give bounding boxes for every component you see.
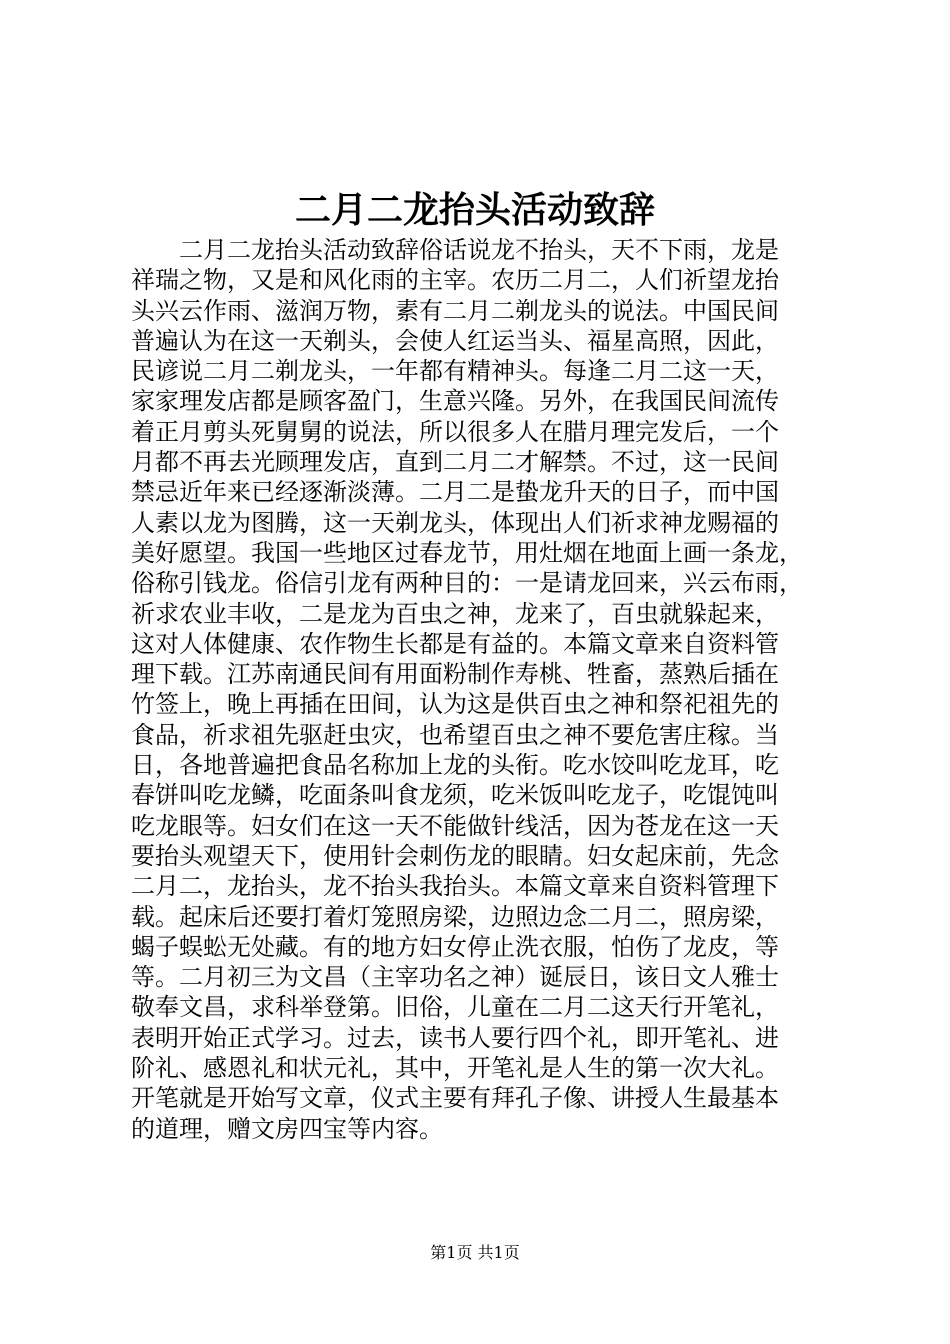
body-line: 要抬头观望天下，使用针会刺伤龙的眼睛。妇女起床前，先念: [131, 841, 779, 870]
body-line: 祈求农业丰收，二是龙为百虫之神，龙来了，百虫就躲起来，: [131, 599, 779, 628]
document-body: [131, 235, 836, 1144]
body-line: 等。二月初三为文昌（主宰功名之神）诞辰日，该日文人雅士: [131, 963, 779, 992]
body-line: 美好愿望。我国一些地区过春龙节，用灶烟在地面上画一条龙，: [131, 538, 803, 567]
body-line: 的道理，赠文房四宝等内容。: [131, 1114, 443, 1143]
body-line: 禁忌近年来已经逐渐淡薄。二月二是蛰龙升天的日子，而中国: [131, 478, 779, 507]
body-line: 民谚说二月二剃龙头，一年都有精神头。每逢二月二这一天，: [131, 357, 779, 386]
body-line: 普遍认为在这一天剃头，会使人红运当头、福星高照，因此，: [131, 326, 779, 355]
body-line: 食品，祈求祖先驱赶虫灾，也希望百虫之神不要危害庄稼。当: [131, 720, 779, 749]
body-line: 着正月剪头死舅舅的说法，所以很多人在腊月理完发后，一个: [131, 417, 779, 446]
body-line: 俗称引钱龙。俗信引龙有两种目的：一是请龙回来，兴云布雨，: [131, 569, 803, 598]
body-line: 竹签上，晚上再插在田间，认为这是供百虫之神和祭祀祖先的: [131, 690, 779, 719]
body-line: 人素以龙为图腾，这一天剃龙头，体现出人们祈求神龙赐福的: [131, 508, 779, 537]
body-line: 吃龙眼等。妇女们在这一天不能做针线活，因为苍龙在这一天: [131, 811, 779, 840]
body-line: 这对人体健康、农作物生长都是有益的。本篇文章来自资料管: [131, 629, 779, 658]
body-line: 理下载。江苏南通民间有用面粉制作寿桃、牲畜，蒸熟后插在: [131, 660, 779, 689]
body-line: 家家理发店都是顾客盈门，生意兴隆。另外，在我国民间流传: [131, 387, 779, 416]
body-line: 开笔就是开始写文章，仪式主要有拜孔子像、讲授人生最基本: [131, 1084, 779, 1113]
body-line: 载。起床后还要打着灯笼照房梁，边照边念二月二，照房梁，: [131, 902, 779, 931]
body-line: 二月二龙抬头活动致辞俗话说龙不抬头，天不下雨，龙是: [131, 236, 779, 264]
document-title: 二月二龙抬头活动致辞: [294, 189, 655, 231]
body-line: 阶礼、感恩礼和状元礼，其中，开笔礼是人生的第一次大礼。: [131, 1054, 779, 1083]
body-line: 表明开始正式学习。过去，读书人要行四个礼，即开笔礼、进: [131, 1023, 779, 1052]
body-line: 春饼叫吃龙鳞，吃面条叫食龙须，吃米饭叫吃龙子，吃馄饨叫: [131, 781, 779, 810]
body-line: 蝎子蜈蚣无处藏。有的地方妇女停止洗衣服，怕伤了龙皮，等: [131, 932, 779, 961]
body-line: 日，各地普遍把食品名称加上龙的头衔。吃水饺叫吃龙耳，吃: [131, 751, 779, 780]
body-line: 二月二，龙抬头，龙不抬头我抬头。本篇文章来自资料管理下: [131, 872, 779, 901]
body-line: 头兴云作雨、滋润万物，素有二月二剃龙头的说法。中国民间: [131, 296, 779, 325]
body-line: 月都不再去光顾理发店，直到二月二才解禁。不过，这一民间: [131, 448, 779, 477]
body-line: 祥瑞之物，又是和风化雨的主宰。农历二月二，人们祈望龙抬: [131, 266, 779, 295]
page-footer: 第1页 共1页: [430, 1243, 520, 1262]
body-line: 敬奉文昌，求科举登第。旧俗，儿童在二月二这天行开笔礼，: [131, 993, 779, 1022]
